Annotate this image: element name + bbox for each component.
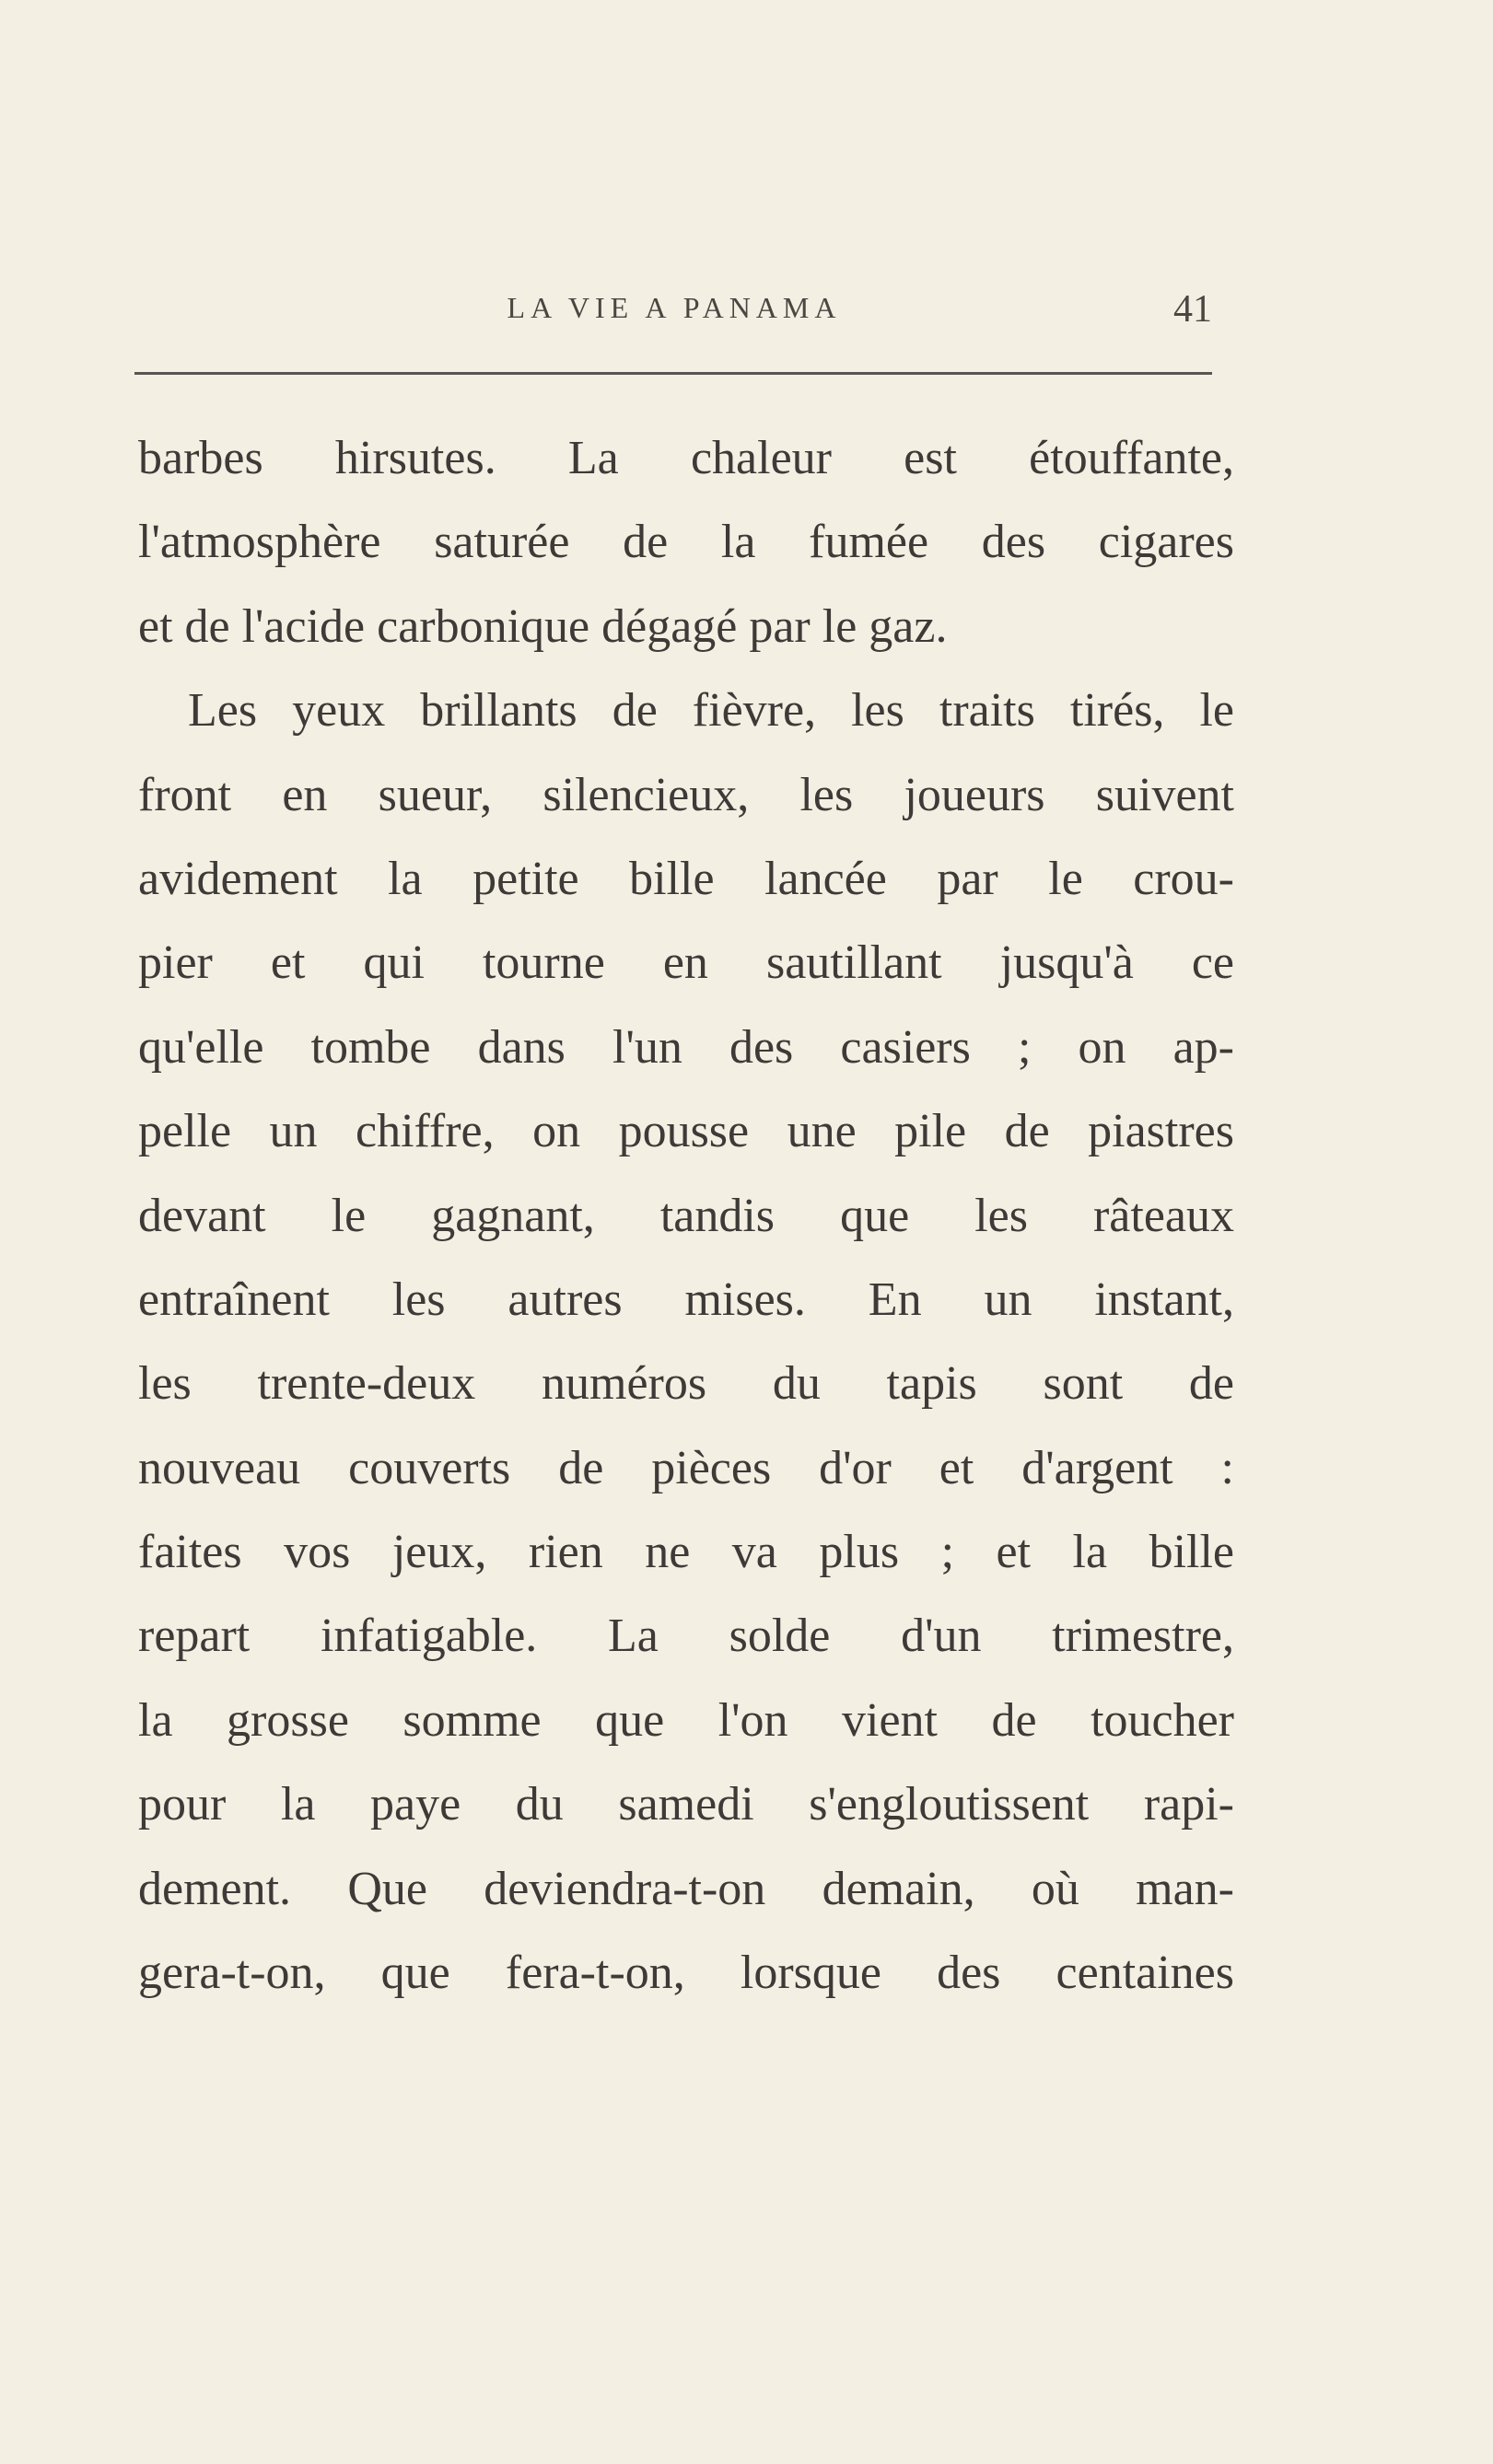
- text-line: Les yeux brillants de fièvre, les traits tirés, le: [188, 684, 1234, 738]
- text-line: barbes hirsutes. La chaleur est étouffante,: [138, 432, 1234, 484]
- text-line: et de l'acide carbonique dégagé par le gaz.: [138, 599, 948, 653]
- text-line: avidement la petite bille lancée par le crou-: [138, 852, 1234, 905]
- text-line: l'atmosphère saturée de la fumée des cigares: [138, 516, 1234, 569]
- running-head: [136, 287, 1212, 339]
- text-line: gera-t-on, que fera-t-on, lorsque des centaines: [138, 1947, 1234, 2000]
- text-line: repart infatigable. La solde d'un trimestre,: [138, 1610, 1234, 1663]
- text-line: faites vos jeux, rien ne va plus ; et la bille: [138, 1526, 1234, 1579]
- text-line: nouveau couverts de pièces d'or et d'argent :: [138, 1441, 1234, 1494]
- header-rule: [134, 372, 1212, 375]
- body-text: [138, 416, 1234, 2015]
- text-line: qu'elle tombe dans l'un des casiers ; on ap-: [138, 1020, 1234, 1074]
- text-line: les trente-deux numéros du tapis sont de: [138, 1357, 1234, 1411]
- page-number: 41: [1173, 288, 1212, 331]
- text-line: la grosse somme que l'on vient de toucher: [138, 1693, 1234, 1747]
- text-line: devant le gagnant, tandis que les râteaux: [138, 1189, 1234, 1242]
- text-line: pier et qui tourne en sautillant jusqu'à ce: [138, 936, 1234, 990]
- text-line: front en sueur, silencieux, les joueurs suivent: [138, 768, 1234, 821]
- text-line: dement. Que deviendra-t-on demain, où man-: [138, 1862, 1234, 1915]
- running-title: LA VIE A PANAMA: [507, 291, 842, 324]
- text-line: entraînent les autres mises. En un instant,: [138, 1273, 1234, 1326]
- text-line: pour la paye du samedi s'engloutissent rapi-: [138, 1778, 1234, 1831]
- text-line: pelle un chiffre, on pousse une pile de piastres: [138, 1105, 1234, 1158]
